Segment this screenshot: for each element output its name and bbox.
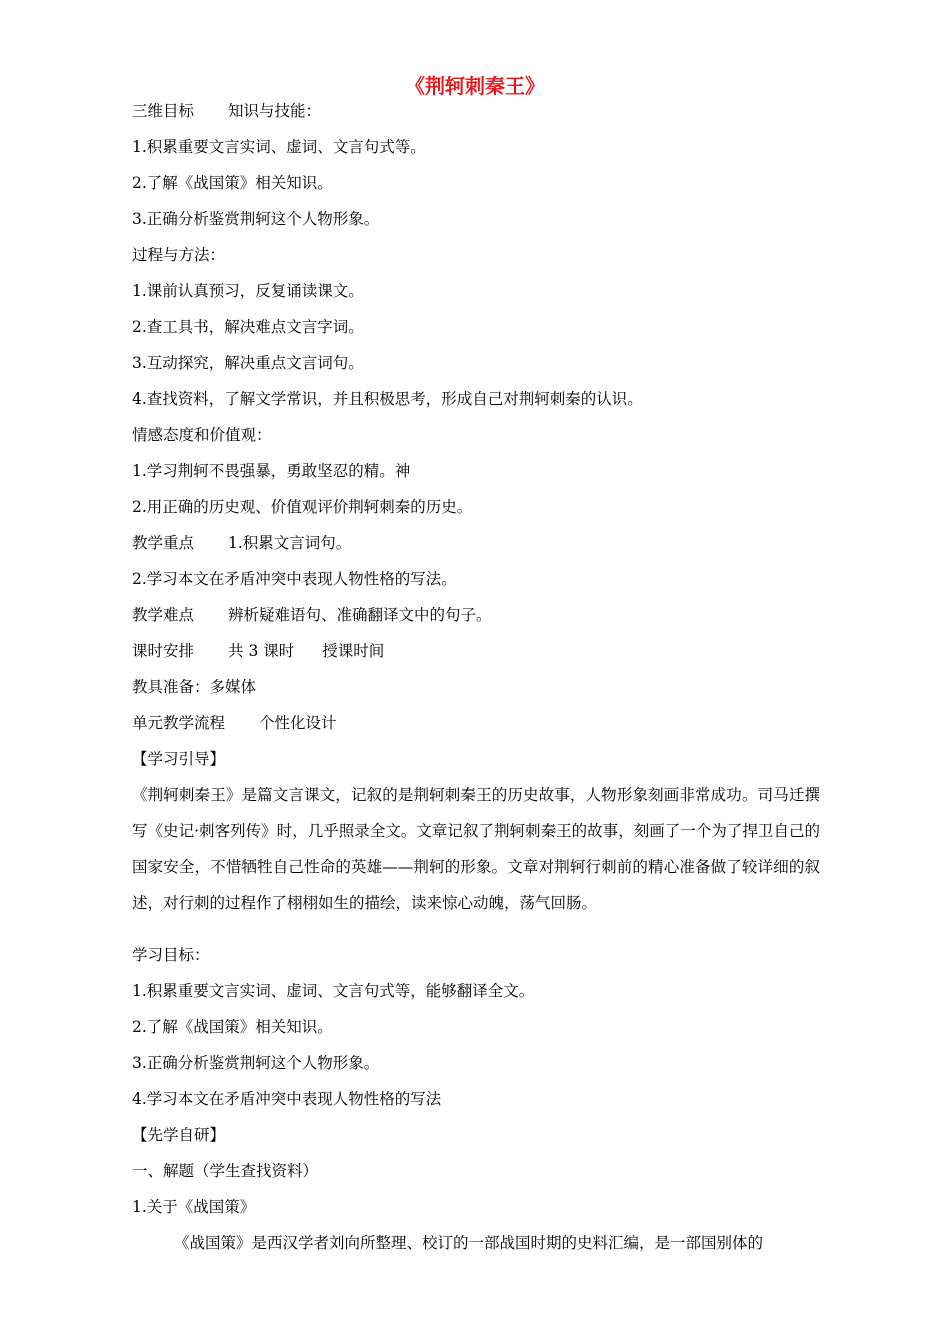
process-header: 过程与方法： [132, 246, 226, 264]
schedule-count: 共 3 课时 [228, 642, 295, 660]
goals2-item-1: 1.积累重要文言实词、虚词、文言句式等，能够翻译全文。 [132, 982, 535, 1000]
goals-label: 三维目标 [132, 102, 195, 120]
emotion-header: 情感态度和价值观： [132, 426, 272, 444]
difficulty-row [132, 604, 492, 626]
tools-line: 教具准备：多媒体 [132, 678, 257, 696]
process-item-3: 3.互动探究，解决重点文言词句。 [132, 354, 364, 372]
process-item-4: 4.查找资料，了解文学常识，并且积极思考，形成自己对荆轲刺秦的认识。 [132, 390, 643, 408]
emotion-item-2: 2.用正确的历史观、价值观评价荆轲刺秦的历史。 [132, 498, 473, 516]
intro-paragraph-start: 《战国策》是西汉学者刘向所整理、校订的一部战国时期的史料汇编，是一部国别体的 [174, 1234, 764, 1252]
guide-paragraph: 《荆轲刺秦王》是篇文言课文，记叙的是荆轲刺秦王的历史故事，人物形象刻画非常成功。司马迁撰写《史记·刺客列传》时，几乎照录全文。文章记叙了荆轲刺秦王的故事，刻画了一个为了捍卫自己的国家安全，不惜牺牲自己性命的英雄——荆轲的形象。文章对荆轲行刺前的精心准备做了较详细的叙述，对行刺的过程作了栩栩如生的描绘，读来惊心动魄，荡气回肠。 [132, 786, 820, 912]
section-1-item: 1.关于《战国策》 [132, 1198, 256, 1216]
schedule-time-label: 授课时间 [322, 642, 385, 660]
difficulty-label: 教学难点 [132, 606, 195, 624]
self-study-header: 【先学自研】 [132, 1126, 226, 1144]
knowledge-item-3: 3.正确分析鉴赏荆轲这个人物形象。 [132, 210, 380, 228]
process-item-2: 2.查工具书，解决难点文言字词。 [132, 318, 364, 336]
key-points-row [132, 532, 351, 554]
page-title: 《荆轲刺秦王》 [405, 74, 545, 98]
goals-header [132, 100, 321, 122]
key-points-item-1: 1.积累文言词句。 [228, 534, 352, 552]
key-points-item-2: 2.学习本文在矛盾冲突中表现人物性格的写法。 [132, 570, 457, 588]
knowledge-item-2: 2.了解《战国策》相关知识。 [132, 174, 333, 192]
goals2-item-2: 2.了解《战国策》相关知识。 [132, 1018, 333, 1036]
section-1-heading: 一、解题（学生查找资料） [132, 1162, 319, 1180]
goals2-header: 学习目标： [132, 946, 210, 964]
emotion-item-1: 1.学习荆轲不畏强暴，勇敢坚忍的精。神 [132, 462, 411, 480]
flow-row [132, 712, 337, 734]
goals2-item-4: 4.学习本文在矛盾冲突中表现人物性格的写法 [132, 1090, 442, 1108]
difficulty-text: 辨析疑难语句、准确翻译文中的句子。 [228, 606, 492, 624]
process-item-1: 1.课前认真预习，反复诵读课文。 [132, 282, 364, 300]
flow-label: 单元教学流程 [132, 714, 226, 732]
knowledge-skills-label: 知识与技能： [228, 102, 322, 120]
schedule-label: 课时安排 [132, 642, 195, 660]
guide-header: 【学习引导】 [132, 750, 226, 768]
goals2-item-3: 3.正确分析鉴赏荆轲这个人物形象。 [132, 1054, 380, 1072]
key-points-label: 教学重点 [132, 534, 195, 552]
knowledge-item-1: 1.积累重要文言实词、虚词、文言句式等。 [132, 138, 426, 156]
flow-design-label: 个性化设计 [259, 714, 337, 732]
schedule-row [132, 640, 384, 662]
